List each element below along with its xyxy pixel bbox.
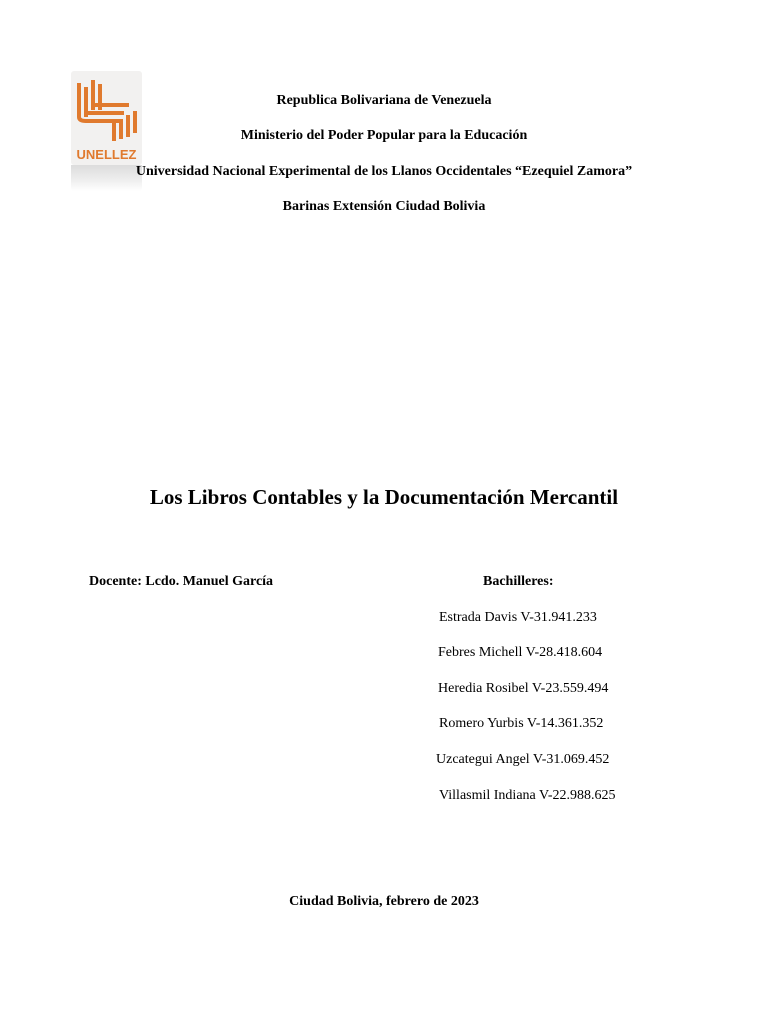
student-entry: Villasmil Indiana V-22.988.625 — [439, 788, 616, 803]
teacher-name: Docente: Lcdo. Manuel García — [89, 574, 274, 589]
header-ministry: Ministerio del Poder Popular para la Educación — [240, 128, 528, 143]
students-label: Bachilleres: — [483, 574, 554, 589]
place-date: Ciudad Bolivia, febrero de 2023 — [289, 894, 479, 909]
header-campus: Barinas Extensión Ciudad Bolivia — [282, 199, 486, 214]
header-university: Universidad Nacional Experimental de los Llanos Occidentales “Ezequiel Zamora” — [135, 164, 633, 179]
student-entry: Romero Yurbis V-14.361.352 — [439, 716, 604, 731]
student-entry: Febres Michell V-28.418.604 — [438, 645, 603, 660]
header-country: Republica Bolivariana de Venezuela — [276, 93, 492, 108]
student-entry: Uzcategui Angel V-31.069.452 — [436, 752, 610, 767]
student-entry: Heredia Rosibel V-23.559.494 — [438, 681, 609, 696]
logo-text: UNELLEZ — [76, 147, 137, 162]
student-entry: Estrada Davis V-31.941.233 — [439, 610, 597, 625]
document-title: Los Libros Contables y la Documentación Mercantil — [149, 485, 619, 509]
